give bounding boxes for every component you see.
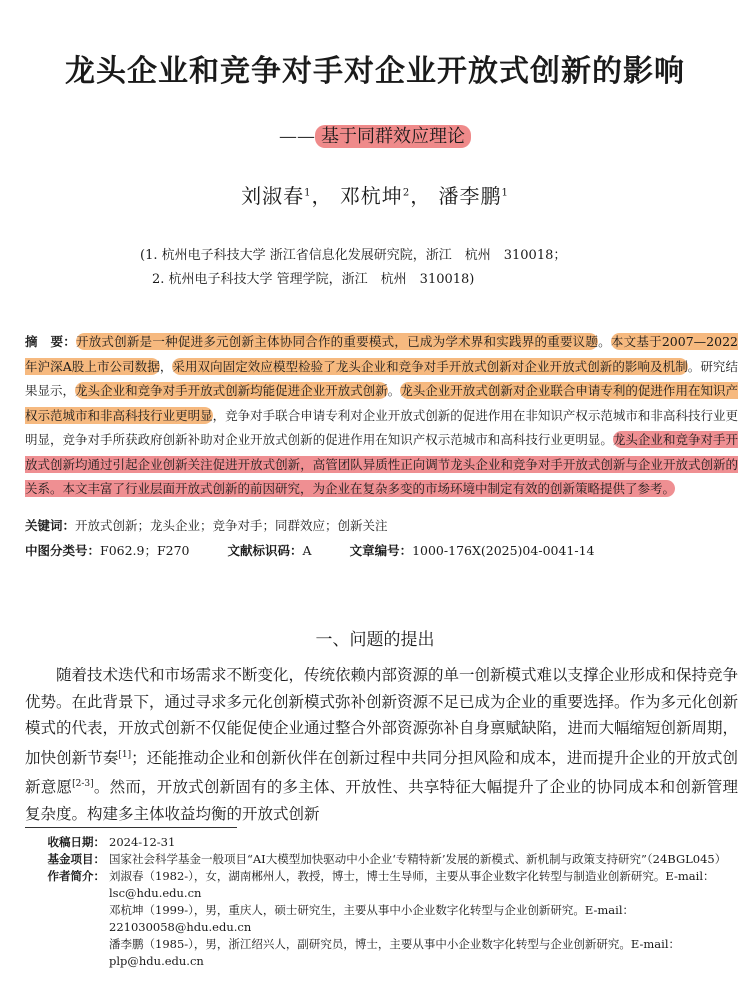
abstract-text: 。 <box>387 383 401 398</box>
highlight-orange: 开放式创新是一种促进多元创新主体协同合作的重要模式，已成为学术界和实践界的重要议题 <box>75 334 599 349</box>
abstract-text: 。 <box>598 334 611 349</box>
author-affiliation-mark: 2 <box>402 187 411 199</box>
paper-title: 龙头企业和竞争对手对企业开放式创新的影响 <box>65 54 685 89</box>
classification-line <box>25 541 738 559</box>
bio-label: 作者简介： <box>47 869 105 883</box>
received-value: 2024-12-31 <box>109 835 176 849</box>
body-text: 随着技术迭代和市场需求不断变化，传统依赖内部资源的单一创新模式难以支撑企业形成和保持竞争优势。在此背景下，通过寻求多元化创新模式弥补创新资源不足已成为企业的重要选择。作为多元化创新模式的代表，开放式创新不仅能促使企业通过整合外部资源弥补自身禀赋缺陷，进而大幅缩短创新周期，加快创新节奏 <box>25 666 739 767</box>
author-list: 刘淑春$^1$， 邓杭坤$^2$， 潘李鹏$^1$ <box>241 184 509 208</box>
body-text: ；还能推动企业和创新伙伴在创新过程中共同分担风险和成本，进而提升企业的开放式创新意愿 <box>25 748 738 797</box>
author-bio: 刘淑春（1982-），女，湖南郴州人，教授，博士，博士生导师，主要从事企业数字化转型与制造业创新研究。E-mail：lsc@hdu.edu.cn <box>109 869 715 900</box>
keywords-value: 开放式创新；龙头企业；竞争对手；同群效应；创新关注 <box>75 518 388 533</box>
highlight-orange: 龙头企业和竞争对手开放式创新均能促进企业开放式创新 <box>75 383 388 398</box>
author-name: 邓杭坤 <box>339 184 403 208</box>
author-name: 刘淑春 <box>241 184 305 208</box>
affiliation-line: (1. 杭州电子科技大学 浙江省信息化发展研究院，浙江 杭州 310018； <box>140 248 567 263</box>
author-name: 潘李鹏 <box>438 184 502 208</box>
article-number-label: 文章编号： <box>349 543 413 558</box>
affiliation-line: 2. 杭州电子科技大学 管理学院，浙江 杭州 310018) <box>152 272 475 287</box>
affiliations <box>140 244 660 292</box>
highlight-orange: 本文基于2007—2022年沪深A股上市公司数据 <box>25 334 738 374</box>
footnote <box>25 834 738 970</box>
received-label: 收稿日期： <box>47 835 105 849</box>
author-affiliation-mark: 1 <box>304 187 312 199</box>
footnote-row-received <box>25 834 738 851</box>
bio-list <box>109 868 738 970</box>
abstract-label: 摘 要： <box>25 334 76 349</box>
paper-subtitle <box>0 122 750 148</box>
author-bio: 潘李鹏（1985-），男，浙江绍兴人，副研究员，博士，主要从事中小企业数字化转型与企业创新研究。E-mail：plp@hdu.edu.cn <box>109 937 681 968</box>
subtitle-dash: —— <box>279 126 315 147</box>
citation-ref: [2-3] <box>72 779 94 790</box>
subtitle-text: 基于同群效应理论 <box>315 125 471 148</box>
citation-ref: [1] <box>118 749 132 760</box>
fund-value: 国家社会科学基金一般项目“AI大模型加快驱动中小企业‘专精特新’发展的新模式、新机制与政策支持研究”（24BGL045） <box>109 852 727 866</box>
footnote-row-fund <box>25 851 738 868</box>
footnote-divider <box>25 827 237 828</box>
highlight-orange: 采用双向固定效应模型检验了龙头企业和竞争对手开放式创新对企业开放式创新的影响及机制 <box>172 358 688 374</box>
body-text: 。然而，开放式创新固有的多主体、开放性、共享特征大幅提升了企业的协同成本和创新管理复杂度。构建多主体收益均衡的开放式创新 <box>25 778 738 823</box>
article-number-value: 1000-176X(2025)04-0041-14 <box>412 543 595 558</box>
body-paragraph <box>25 662 738 827</box>
abstract <box>25 330 738 502</box>
doc-code-label: 文献标识码： <box>227 543 303 558</box>
abstract-text: ，竞争对手联合申请专利对企业开放式创新的促进作用在非知识产权示范城市和非高科技行业更明显，竞争对手所获政府创新补助对企业开放式创新的促进作用在知识产权示范城市和高科技行业更明显。 <box>25 407 738 447</box>
clc-value: F062.9；F270 <box>100 543 190 558</box>
doc-code-value: A <box>302 543 312 558</box>
clc-label: 中图分类号： <box>25 543 101 558</box>
keywords <box>25 516 738 534</box>
keywords-label: 关键词： <box>25 518 76 533</box>
highlight-orange: 龙头企业开放式创新对企业联合申请专利的促进作用在知识产权示范城市和非高科技行业更明显 <box>25 383 738 423</box>
fund-label: 基金项目： <box>47 852 105 866</box>
abstract-text: 。研究结果显示， <box>25 358 738 398</box>
author-bio: 邓杭坤（1999-），男，重庆人，硕士研究生，主要从事中小企业数字化转型与企业创新研究。E-mail：221030058@hdu.edu.cn <box>109 903 635 934</box>
highlight-pink: 龙头企业和竞争对手开放式创新均通过引起企业创新关注促进开放式创新，高管团队异质性正向调节龙头企业和竞争对手开放式创新与企业开放式创新的关系。本文丰富了行业层面开放式创新的前因研究，为企业在复杂多变的市场环境中制定有效的创新策略提供了参考。 <box>25 432 738 496</box>
section-heading: 一、问题的提出 <box>315 630 435 650</box>
author-affiliation-mark: 1 <box>501 187 509 199</box>
footnote-row-bio <box>25 868 738 970</box>
abstract-text: ， <box>159 358 173 374</box>
